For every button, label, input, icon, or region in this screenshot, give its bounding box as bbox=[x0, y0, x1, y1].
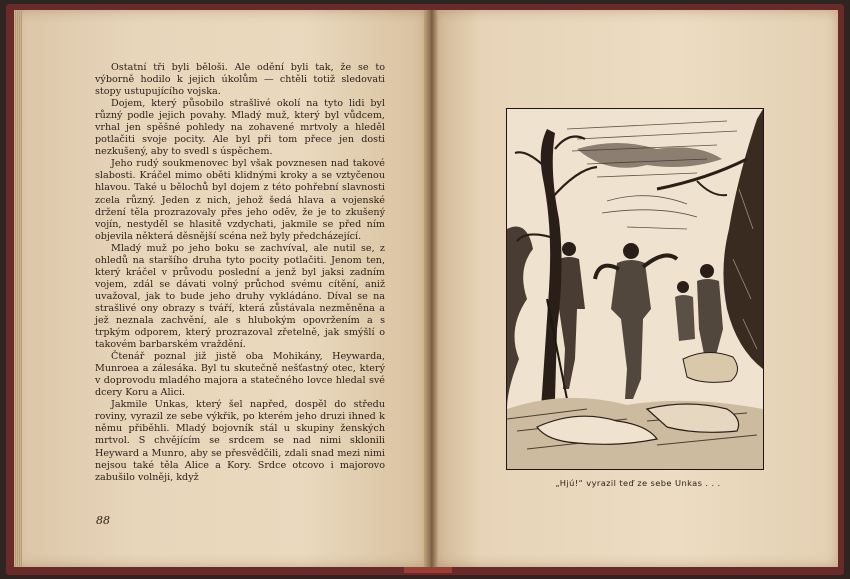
paragraph: Dojem, který působilo strašlivé okolí na tyto lidi byl různý podle jejich povahy. Mladý muž, který byl vůdcem, vrhal jen spěšné pohledy na zohavené mrtvoly a hleděl potlačiti svoje pocity. Ale byl při tom přece jen dosti nezkušený, aby to svedl s úspěchem. bbox=[95, 98, 385, 158]
book-gutter bbox=[424, 10, 438, 567]
page-number: 88 bbox=[96, 514, 110, 527]
illustration-drawing bbox=[507, 109, 763, 469]
paragraph: Ostatní tři byli běloši. Ale odění byli tak, že se to výborně hodilo k jejich úkolům — chtěli totiž sledovati stopy ustupujícího vojska. bbox=[95, 62, 385, 98]
page-stack-edge bbox=[14, 10, 22, 567]
illustration-caption: „Hjú!“ vyrazil teď ze sebe Unkas . . . bbox=[555, 478, 721, 488]
illustration bbox=[506, 108, 764, 470]
paragraph: Mladý muž po jeho boku se zachvíval, ale nutil se, z ohledů na staršího druha tyto pocity potlačiti. Jenom ten, který kráčel v průvodu poslední a jenž byl jaksi zadním vojem, zdál se dávati volný průchod svému cítění, aniž uvažoval, jak to bude jeho druhy vykládáno. Díval se na strašlivé ony obrazy s tváří, která zůstávala nezměněna a jež neznala zachvění, ale s hlubokým opovržením a s trpkým odporem, který prozrazoval zřetelně, jak smýšlí o takovém barbarském vraždění. bbox=[95, 242, 385, 351]
paragraph: Čtenář poznal již jistě oba Mohikány, Heywarda, Munroea a zálesáka. Byl tu skutečně nešťastný otec, který v doprovodu mladého majora a statečného lovce hledal své dcery Koru a Alici. bbox=[95, 351, 385, 399]
headband-ribbon bbox=[404, 567, 452, 573]
paragraph: Jakmile Unkas, který šel napřed, dospěl do středu roviny, vyrazil ze sebe výkřik, po kterém jeho druzi ihned k němu přiběhli. Mladý bojovník stál u skupiny ženských mrtvol. S chvějícím se srdcem se nad nimi sklonili Heyward a Munro, aby se přesvědčili, zdali snad mezi nimi nejsou také těla Alice a Kory. Srdce otcovo i majorovo zabušilo volněji, když bbox=[95, 399, 385, 483]
paragraph: Jeho rudý soukmenovec byl však povznesen nad takové slabosti. Kráčel mimo oběti klidnými kroky a se vztyčenou hlavou. Také u bělochů byl dojem z této pohřební slavnosti zcela různý. Jeden z nich, jehož šedá hlava a vojenské držení těla prozrazovaly přes jeho oděv, že je to zkušený vojín, nestyděl se hlasitě vzdychati, jakmile se před ním objevila některá děsnější scéna než byly předcházející. bbox=[95, 158, 385, 242]
left-page-text bbox=[95, 62, 385, 484]
